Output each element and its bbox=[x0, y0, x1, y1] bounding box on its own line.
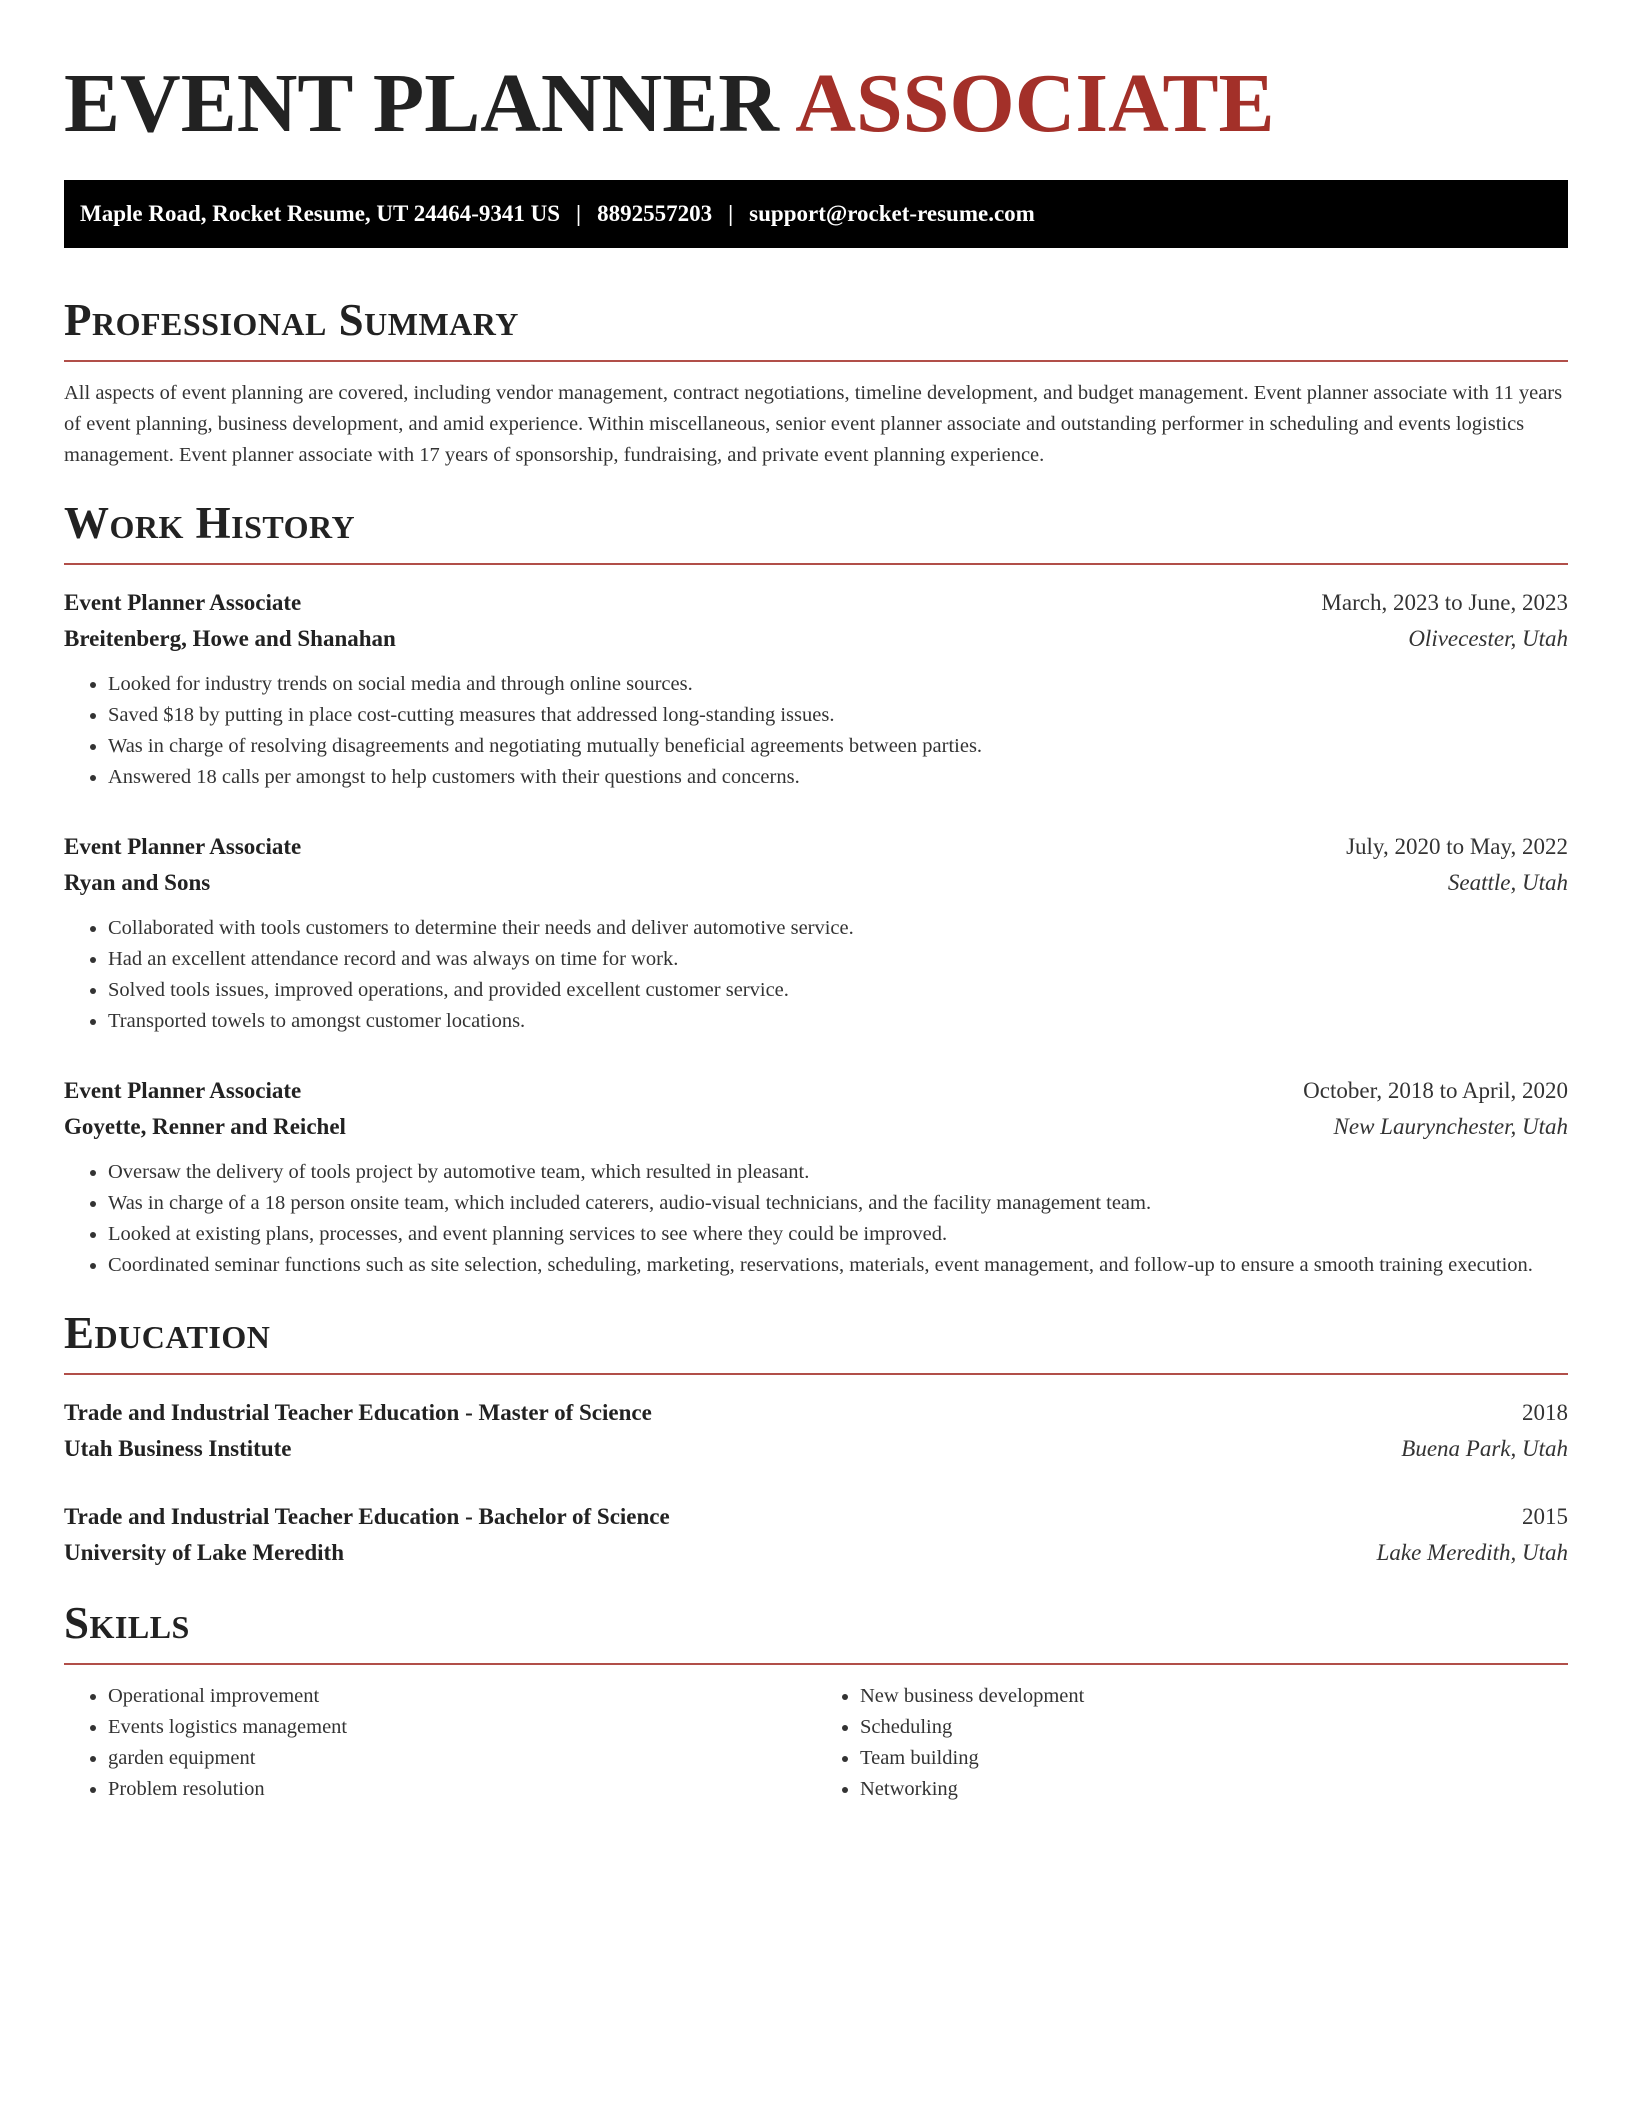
contact-email: support@rocket-resume.com bbox=[749, 201, 1035, 226]
summary-heading: Professional Summary bbox=[64, 295, 519, 345]
job-bullet: • Collaborated with tools customers to determine their needs and deliver automotive service. bbox=[108, 913, 1568, 944]
job-bullet: • Looked for industry trends on social media and through online sources. bbox=[108, 669, 1568, 700]
job-location: Olivecester, Utah bbox=[1408, 626, 1568, 651]
section-divider bbox=[64, 360, 1568, 362]
job-bullet: • Answered 18 calls per amongst to help customers with their questions and concerns. bbox=[108, 762, 1568, 793]
work-history-heading: Work History bbox=[64, 498, 356, 548]
contact-separator: | bbox=[576, 201, 582, 226]
job-location: Seattle, Utah bbox=[1447, 870, 1568, 895]
summary-text: All aspects of event planning are covered, including vendor management, contract negotiations, timeline development, and budget management. Event planner associate with 11 years of event planning, business development, and amid experience. Within miscellaneous, senior event planner associate and outstanding performer in scheduling and events logistics management. Event planner associate with 17 years of sponsorship, fundraising, and private event planning experience. bbox=[64, 382, 1563, 466]
title-primary: EVENT PLANNER bbox=[64, 57, 779, 150]
skill-item: • Operational improvement bbox=[108, 1681, 816, 1712]
job-bullets bbox=[64, 913, 1568, 1037]
job-bullets bbox=[64, 669, 1568, 793]
job-bullets bbox=[64, 1157, 1568, 1281]
job-company: Breitenberg, Howe and Shanahan bbox=[64, 626, 396, 651]
education-year: 2015 bbox=[1522, 1504, 1568, 1529]
job-bullet: • Was in charge of a 18 person onsite team, which included caterers, audio-visual technicians, and the facility management team. bbox=[108, 1188, 1568, 1219]
job-company-row bbox=[64, 621, 1568, 657]
skills-column-right bbox=[816, 1681, 1568, 1805]
job-header-row bbox=[64, 585, 1568, 621]
education-location: Buena Park, Utah bbox=[1401, 1436, 1568, 1461]
education-school: Utah Business Institute bbox=[64, 1436, 292, 1461]
job-entry bbox=[64, 1073, 1568, 1281]
section-divider bbox=[64, 563, 1568, 565]
education-section bbox=[64, 1307, 1568, 1571]
skill-item: • New business development bbox=[860, 1681, 1568, 1712]
section-divider bbox=[64, 1373, 1568, 1375]
job-bullet: • Saved $18 by putting in place cost-cutting measures that addressed long-standing issues. bbox=[108, 700, 1568, 731]
skill-item: • Team building bbox=[860, 1743, 1568, 1774]
education-heading: Education bbox=[64, 1308, 271, 1358]
work-history-section bbox=[64, 497, 1568, 1281]
skill-item: • Problem resolution bbox=[108, 1774, 816, 1805]
job-dates: March, 2023 to June, 2023 bbox=[1321, 590, 1568, 615]
job-title: Event Planner Associate bbox=[64, 1078, 302, 1103]
skill-item: • Networking bbox=[860, 1774, 1568, 1805]
contact-phone: 8892557203 bbox=[597, 201, 713, 226]
job-bullet: • Looked at existing plans, processes, and event planning services to see where they could be improved. bbox=[108, 1219, 1568, 1250]
job-entry bbox=[64, 585, 1568, 793]
skill-item: • Events logistics management bbox=[108, 1712, 816, 1743]
job-title: Event Planner Associate bbox=[64, 590, 302, 615]
job-bullet: • Transported towels to amongst customer locations. bbox=[108, 1006, 1568, 1037]
education-school-row bbox=[64, 1535, 1568, 1571]
education-entry bbox=[64, 1395, 1568, 1467]
education-entry bbox=[64, 1499, 1568, 1571]
job-dates: July, 2020 to May, 2022 bbox=[1346, 834, 1568, 859]
job-dates: October, 2018 to April, 2020 bbox=[1303, 1078, 1568, 1103]
title-accent: ASSOCIATE bbox=[795, 57, 1275, 150]
job-company: Ryan and Sons bbox=[64, 870, 211, 895]
job-entry bbox=[64, 829, 1568, 1037]
job-header-row bbox=[64, 829, 1568, 865]
section-divider bbox=[64, 1663, 1568, 1665]
job-bullet: • Had an excellent attendance record and was always on time for work. bbox=[108, 944, 1568, 975]
job-bullet: • Solved tools issues, improved operations, and provided excellent customer service. bbox=[108, 975, 1568, 1006]
education-school-row bbox=[64, 1431, 1568, 1467]
job-company-row bbox=[64, 865, 1568, 901]
education-school: University of Lake Meredith bbox=[64, 1540, 345, 1565]
education-degree: Trade and Industrial Teacher Education - Bachelor of Science bbox=[64, 1504, 670, 1529]
skills-section bbox=[64, 1597, 1568, 1805]
contact-address: Maple Road, Rocket Resume, UT 24464-9341 US bbox=[80, 201, 561, 226]
education-location: Lake Meredith, Utah bbox=[1376, 1540, 1568, 1565]
job-header-row bbox=[64, 1073, 1568, 1109]
contact-bar bbox=[64, 180, 1568, 248]
education-header-row bbox=[64, 1499, 1568, 1535]
skill-item: • garden equipment bbox=[108, 1743, 816, 1774]
job-bullet: • Was in charge of resolving disagreements and negotiating mutually beneficial agreements between parties. bbox=[108, 731, 1568, 762]
skills-heading: Skills bbox=[64, 1598, 190, 1648]
skill-item: • Scheduling bbox=[860, 1712, 1568, 1743]
summary-section bbox=[64, 294, 1568, 471]
education-header-row bbox=[64, 1395, 1568, 1431]
contact-separator: | bbox=[728, 201, 734, 226]
education-degree: Trade and Industrial Teacher Education - Master of Science bbox=[64, 1400, 652, 1425]
education-year: 2018 bbox=[1522, 1400, 1568, 1425]
job-company: Goyette, Renner and Reichel bbox=[64, 1114, 346, 1139]
job-bullet: • Coordinated seminar functions such as site selection, scheduling, marketing, reservations, materials, event management, and follow-up to ensure a smooth training execution. bbox=[108, 1250, 1568, 1281]
job-location: New Laurynchester, Utah bbox=[1333, 1114, 1568, 1139]
resume-title bbox=[64, 58, 1568, 150]
skills-grid bbox=[64, 1681, 1568, 1805]
job-bullet: • Oversaw the delivery of tools project by automotive team, which resulted in pleasant. bbox=[108, 1157, 1568, 1188]
job-company-row bbox=[64, 1109, 1568, 1145]
skills-column-left bbox=[64, 1681, 816, 1805]
job-title: Event Planner Associate bbox=[64, 834, 302, 859]
